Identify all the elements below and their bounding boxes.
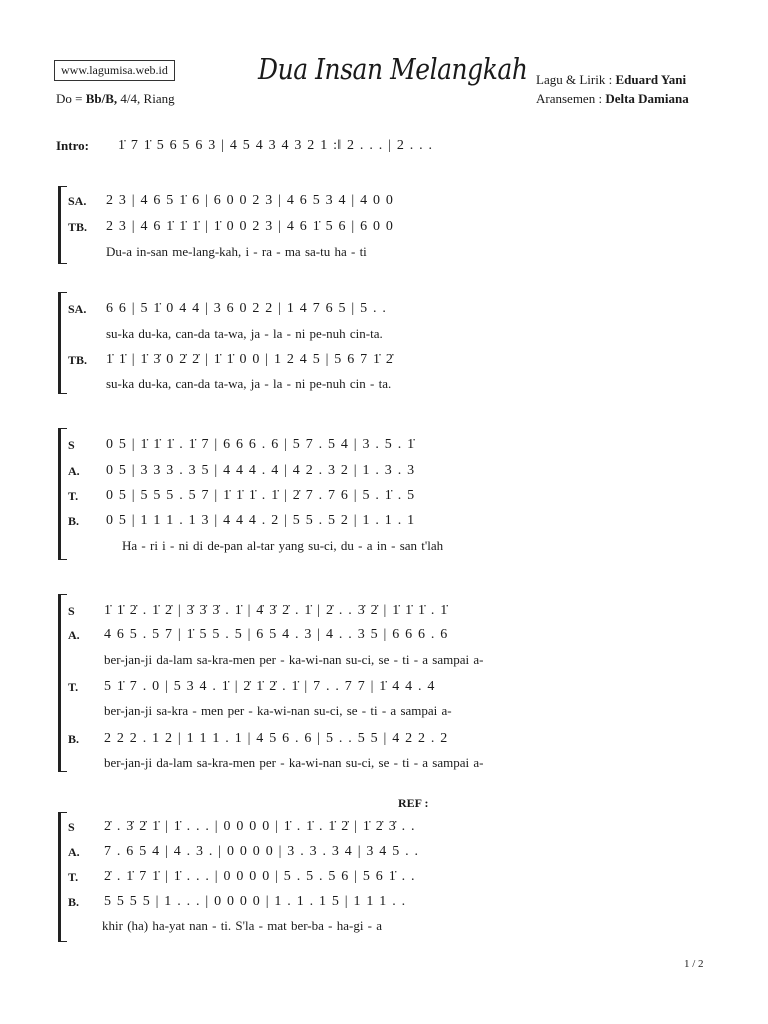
notes-t: 5 1̇ 7 . 0 | 5 3 4 . 1̇ | 2̇ 1̇ 2̇ . 1̇ | 7 . . 7 7 | 1̇ 4 4 . 4 [104,679,435,694]
notes-s: 1̇ 1̇ 2̇ . 1̇ 2̇ | 3̇ 3̇ 3̇ . 1̇ | 4̇ 3̇ 2̇ . 1̇ | 2̇ . . 3̇ 2̇ | 1̇ 1̇ 1̇ . 1̇ [104,603,448,618]
notes-t: 0 5 | 5 5 5 . 5 7 | 1̇ 1̇ 1̇ . 1̇ | 2̇ 7 . 7 6 | 5 . 1̇ . 5 [106,488,415,503]
part-label-sa: SA. [68,302,87,316]
part-label-a: A. [68,628,80,642]
notes-a: 0 5 | 3 3 3 . 3 5 | 4 4 4 . 4 | 4 2 . 3 2 | 1 . 3 . 3 [106,463,415,478]
notes-s: 0 5 | 1̇ 1̇ 1̇ . 1̇ 7 | 6 6 6 . 6 | 5 7 . 5 4 | 3 . 5 . 1̇ [106,437,415,452]
intro-label: Intro: [56,138,89,153]
system-bracket [58,594,67,772]
system-bracket [58,292,67,394]
part-label-tb: TB. [68,353,88,367]
notes-b: 0 5 | 1 1 1 . 1 3 | 4 4 4 . 2 | 5 5 . 5 2 | 1 . 1 . 1 [106,513,415,528]
website-label: www.lagumisa.web.id [54,60,175,81]
part-label-t: T. [68,680,79,694]
key-value: Bb/B, [85,91,118,106]
part-label-a: A. [68,845,80,859]
lyrics-line: Du-a in-san me-lang-kah, i - ra - ma sa-tu ha - ti [106,244,367,259]
arranger-name: Delta Damiana [605,91,689,106]
composer-name: Eduard Yani [615,72,687,87]
lyrics-line: su-ka du-ka, can-da ta-wa, ja - la - ni pe-nuh cin-ta. [106,326,383,341]
notes-tb: 1̇ 1̇ | 1̇ 3̇ 0 2̇ 2̇ | 1̇ 1̇ 0 0 | 1 2 4 5 | 5 6 7 1̇ 2̇ [106,352,394,367]
notes-tb: 2 3 | 4 6 1̇ 1̇ 1̇ | 1̇ 0 0 2 3 | 4 6 1̇ 5 6 | 6 0 0 [106,219,394,234]
system-bracket [58,812,67,942]
song-title: Dua Insan Melangkah [258,52,528,86]
lyrics-line: Ha - ri i - ni di de-pan al-tar yang su-ci, du - a in - san t'lah [122,538,444,553]
lyrics-line: ber-jan-ji da-lam sa-kra-men per - ka-wi-nan su-ci, se - ti - a sampai a- [104,652,484,667]
part-label-b: B. [68,732,80,746]
credits [536,70,689,108]
part-label-s: S [68,604,75,618]
notes-s: 2̇ . 3̇ 2̇ 1̇ | 1̇ . . . | 0 0 0 0 | 1̇ . 1̇ . 1̇ 2̇ | 1̇ 2̇ 3̇ . . [104,819,415,834]
system-bracket [58,186,67,264]
part-label-s: S [68,820,75,834]
lyrics-line: su-ka du-ka, can-da ta-wa, ja - la - ni pe-nuh cin - ta. [106,376,392,391]
page-number: 1 / 2 [684,958,704,970]
part-label-tb: TB. [68,220,88,234]
notes-t: 2̇ . 1̇ 7 1̇ | 1̇ . . . | 0 0 0 0 | 5 . 5 . 5 6 | 5 6 1̇ . . [104,869,415,884]
lyrics-line: ber-jan-ji da-lam sa-kra-men per - ka-wi-nan su-ci, se - ti - a sampai a- [104,755,484,770]
lyrics-line: khir (ha) ha-yat nan - ti. S'la - mat ber-ba - ha-gi - a [102,918,383,933]
part-label-a: A. [68,464,80,478]
part-label-b: B. [68,895,80,909]
notes-a: 4 6 5 . 5 7 | 1̇ 5 5 . 5 | 6 5 4 . 3 | 4 . . 3 5 | 6 6 6 . 6 [104,627,448,642]
key-prefix: Do = [56,91,83,106]
part-label-b: B. [68,514,80,528]
system-bracket [58,428,67,560]
meter-tempo: 4/4, Riang [120,91,175,106]
part-label-s: S [68,438,75,452]
notes-sa: 2 3 | 4 6 5 1̇ 6 | 6 0 0 2 3 | 4 6 5 3 4 | 4 0 0 [106,193,394,208]
part-label-t: T. [68,489,79,503]
refrain-label: REF : [398,796,429,810]
notes-sa: 6 6 | 5 1̇ 0 4 4 | 3 6 0 2 2 | 1 4 7 6 5 | 5 . . [106,301,387,316]
arranger-label: Aransemen : [536,91,603,106]
composer-label: Lagu & Lirik : [536,72,613,87]
part-label-t: T. [68,870,79,884]
notes-b: 2 2 2 . 1 2 | 1 1 1 . 1 | 4 5 6 . 6 | 5 . . 5 5 | 4 2 2 . 2 [104,731,448,746]
intro-notes: 1̇ 7 1̇ 5 6 5 6 3 | 4 5 4 3 4 3 2 1 :‖ 2 . . . | 2 . . . [118,138,433,153]
notes-b: 5 5 5 5 | 1 . . . | 0 0 0 0 | 1 . 1 . 1 5 | 1 1 1 . . [104,894,406,909]
lyrics-line: ber-jan-ji sa-kra - men per - ka-wi-nan su-ci, se - ti - a sampai a- [104,703,452,718]
part-label-sa: SA. [68,194,87,208]
key-line [56,91,175,107]
notes-a: 7 . 6 5 4 | 4 . 3 . | 0 0 0 0 | 3 . 3 . 3 4 | 3 4 5 . . [104,844,419,859]
